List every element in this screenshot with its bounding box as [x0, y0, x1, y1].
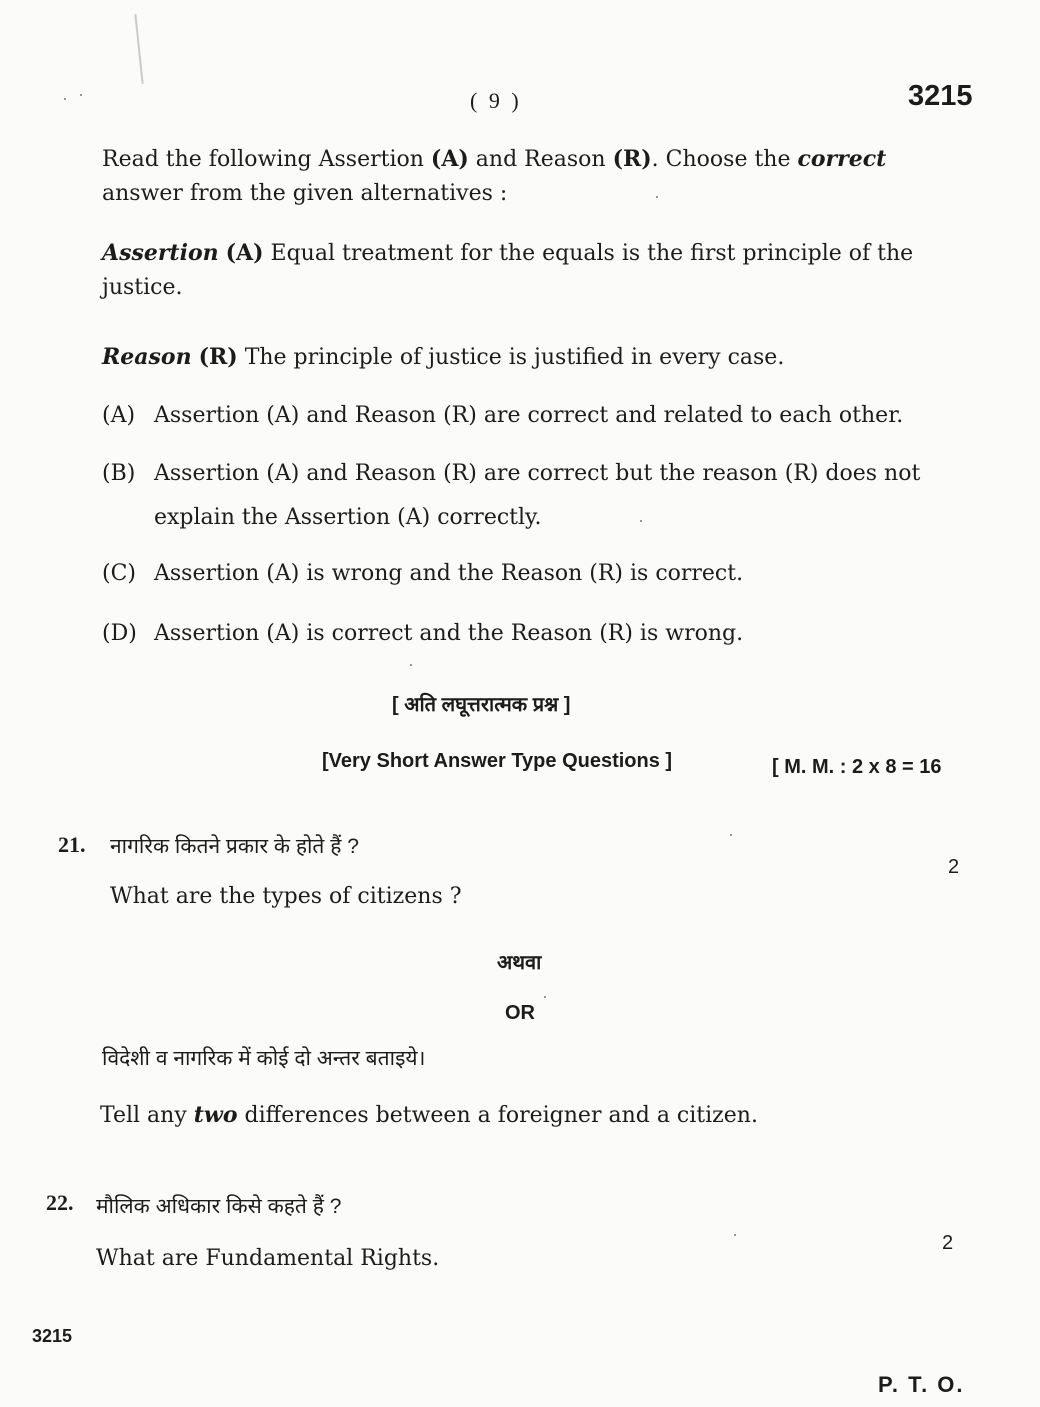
page-number: ( 9 ) — [470, 88, 522, 113]
section-heading-english: [Very Short Answer Type Questions ] — [322, 750, 673, 772]
or-english: OR — [505, 1002, 535, 1024]
reason-label: Reason — [102, 344, 192, 370]
question-22-number: 22. — [46, 1190, 74, 1215]
option-d: (D) Assertion (A) is correct and the Reason (R) is wrong. — [102, 621, 744, 646]
section-max-marks: [ M. M. : 2 x 8 = 16 — [772, 756, 942, 778]
option-a: (A) Assertion (A) and Reason (R) are correct and related to each other. — [102, 403, 904, 428]
scan-mark — [134, 14, 143, 84]
scan-speck — [64, 98, 66, 100]
question-21-english: What are the types of citizens ? — [110, 884, 462, 909]
scan-speck — [734, 1234, 736, 1236]
question-20-intro: Read the following Assertion (A) and Reason (R). Choose the correct answer from the given alternatives : — [102, 146, 887, 206]
assertion-statement: Assertion (A) Equal treatment for the equals is the first principle of the justice. — [102, 240, 914, 300]
option-c: (C) Assertion (A) is wrong and the Reason (R) is correct. — [102, 561, 744, 586]
scan-speck — [544, 996, 546, 998]
question-21-hindi: नागरिक कितने प्रकार के होते हैं ? — [110, 835, 359, 858]
paper-code-bottom: 3215 — [32, 1326, 73, 1346]
scan-speck — [656, 196, 658, 198]
question-21-alt-english: Tell any two differences between a foreigner and a citizen. — [100, 1102, 758, 1128]
or-hindi: अथवा — [497, 952, 542, 974]
scan-speck — [730, 834, 732, 836]
please-turn-over: P. T. O. — [878, 1372, 965, 1397]
question-21-alt-hindi: विदेशी व नागरिक में कोई दो अन्तर बताइये। — [102, 1047, 426, 1070]
paper-code-top: 3215 — [908, 80, 973, 112]
option-b: (B) Assertion (A) and Reason (R) are correct but the reason (R) does not explain the Assertion (A) correctly. — [102, 461, 921, 530]
section-heading-hindi: [ अति लघूत्तरात्मक प्रश्न ] — [392, 694, 571, 716]
reason-statement: Reason (R) The principle of justice is justified in every case. — [102, 344, 785, 370]
scan-speck — [80, 94, 82, 96]
question-22-hindi: मौलिक अधिकार किसे कहते हैं ? — [96, 1195, 342, 1218]
scan-speck — [410, 664, 412, 666]
question-22-english: What are Fundamental Rights. — [96, 1246, 440, 1271]
question-21-number: 21. — [58, 832, 86, 857]
question-22-marks: 2 — [942, 1232, 954, 1254]
assertion-label: Assertion — [102, 240, 219, 266]
question-21-marks: 2 — [948, 856, 960, 878]
scan-speck — [640, 520, 642, 522]
